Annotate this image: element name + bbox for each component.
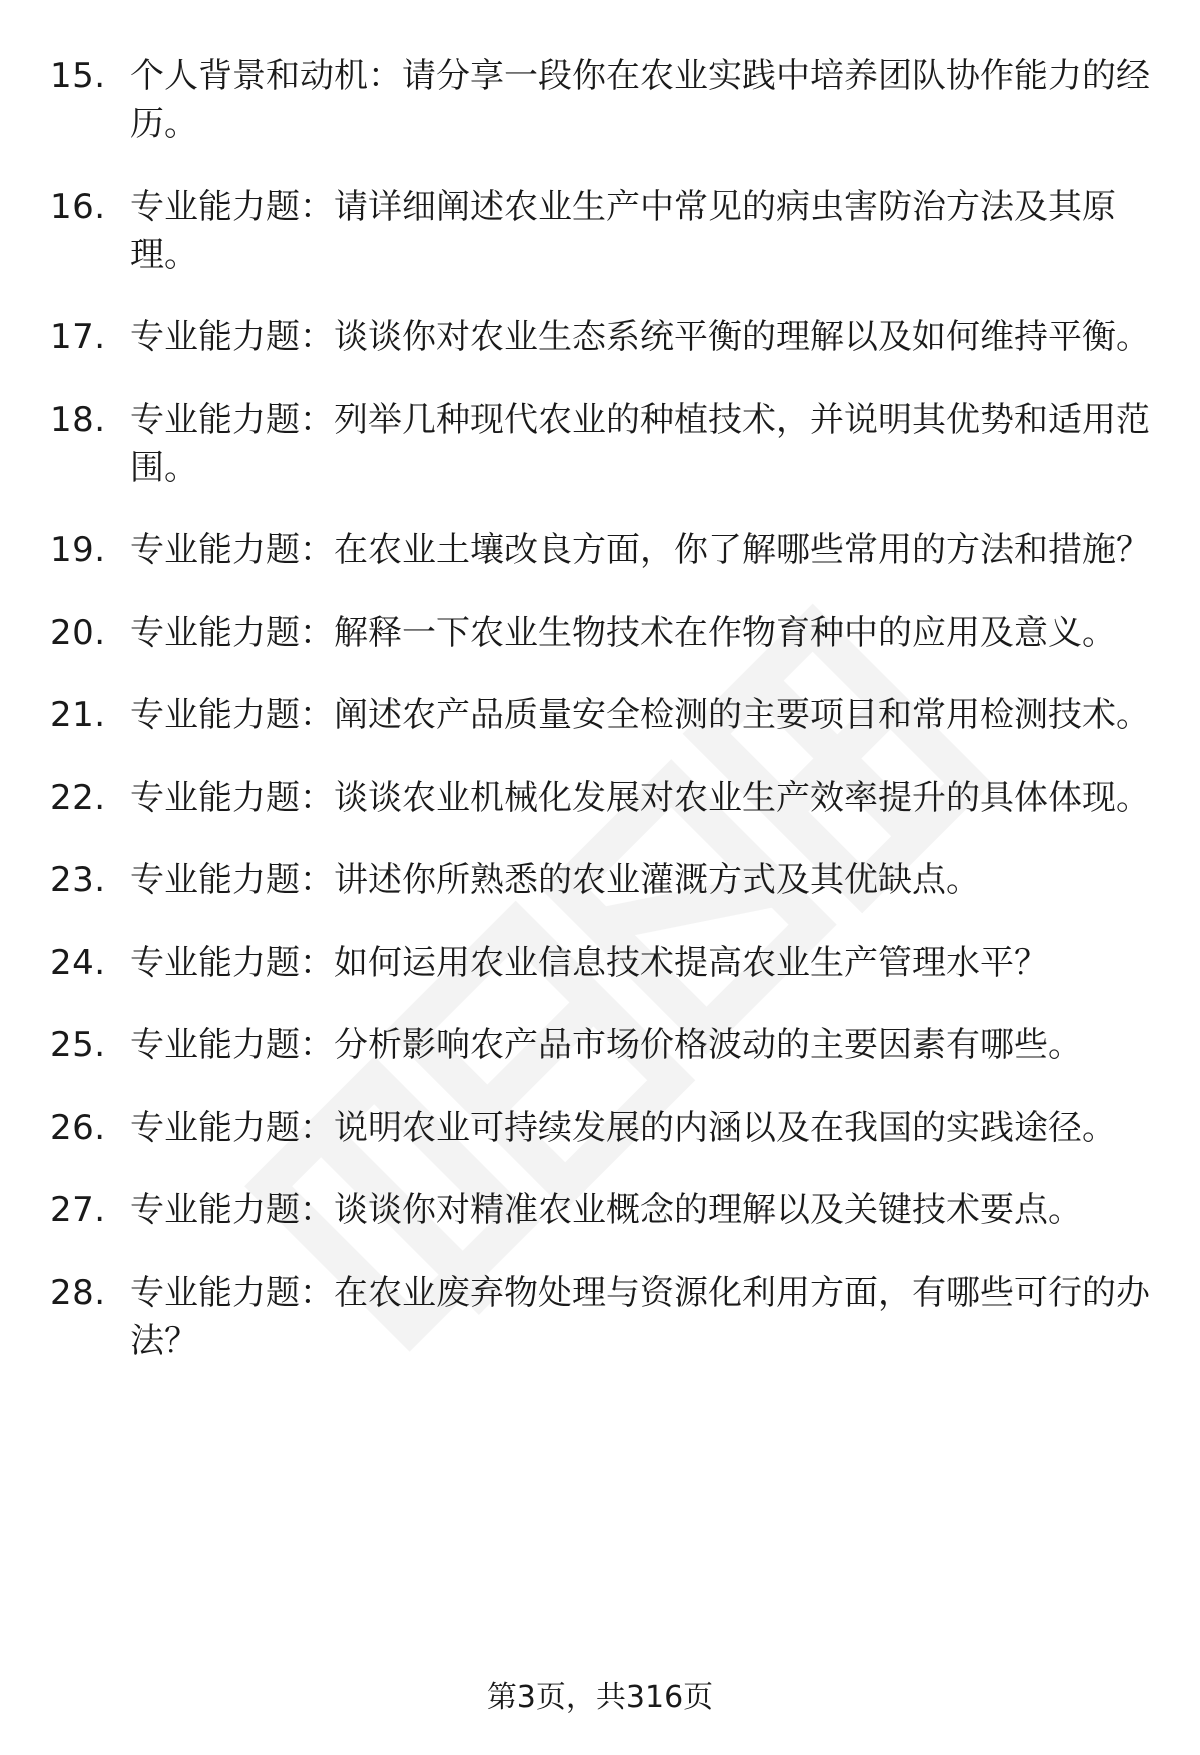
question-body: 讲述你所熟悉的农业灌溉方式及其优缺点。 — [334, 860, 980, 900]
question-category: 专业能力题： — [130, 1272, 334, 1313]
question-item — [50, 52, 1160, 148]
question-number: 24. — [50, 942, 106, 983]
question-body: 在农业废弃物处理与资源化利用方面，有哪些可行的办法？ — [130, 1272, 1150, 1361]
question-number: 23. — [50, 860, 106, 900]
question-number: 25. — [50, 1025, 106, 1065]
question-number: 27. — [50, 1190, 106, 1230]
question-body: 解释一下农业生物技术在作物育种中的应用及意义。 — [334, 612, 1116, 653]
question-item — [50, 396, 1160, 492]
question-text — [130, 691, 1160, 739]
question-body: 在农业土壤改良方面，你了解哪些常用的方法和措施？ — [334, 530, 1150, 570]
question-number: 21. — [50, 695, 106, 735]
question-number: 20. — [50, 612, 106, 653]
question-body: 说明农业可持续发展的内涵以及在我国的实践途径。 — [334, 1107, 1116, 1148]
question-number: 16. — [50, 186, 106, 227]
question-text — [130, 609, 1160, 657]
question-number: 17. — [50, 317, 106, 357]
question-number: 19. — [50, 530, 106, 570]
question-number: 18. — [50, 399, 106, 440]
question-category: 专业能力题： — [130, 695, 334, 735]
question-number: 15. — [50, 56, 106, 96]
question-item — [50, 691, 1160, 739]
page-footer: 第3页，共316页 — [486, 1680, 714, 1715]
question-body: 谈谈农业机械化发展对农业生产效率提升的具体体现。 — [334, 777, 1150, 818]
question-text — [130, 856, 1160, 904]
question-item — [50, 1186, 1160, 1234]
question-item — [50, 1104, 1160, 1152]
question-category: 专业能力题： — [130, 942, 334, 983]
question-category: 专业能力题： — [130, 860, 334, 900]
question-body: 请详细阐述农业生产中常见的病虫害防治方法及其原理。 — [130, 186, 1116, 275]
question-number: 26. — [50, 1107, 106, 1148]
question-body: 请分享一段你在农业实践中培养团队协作能力的经历。 — [130, 56, 1150, 144]
question-text — [130, 1104, 1160, 1152]
question-item — [50, 313, 1160, 361]
question-item — [50, 526, 1160, 574]
question-text — [130, 396, 1160, 492]
question-category: 专业能力题： — [130, 530, 334, 570]
question-number: 28. — [50, 1272, 106, 1313]
question-item — [50, 609, 1160, 657]
question-category: 个人背景和动机： — [130, 56, 402, 96]
question-category: 专业能力题： — [130, 1025, 334, 1065]
question-item — [50, 1021, 1160, 1069]
question-text — [130, 939, 1160, 987]
question-body: 阐述农产品质量安全检测的主要项目和常用检测技术。 — [334, 695, 1150, 735]
question-body: 如何运用农业信息技术提高农业生产管理水平？ — [334, 942, 1048, 983]
question-category: 专业能力题： — [130, 186, 334, 227]
question-list — [50, 52, 1160, 1399]
question-category: 专业能力题： — [130, 612, 334, 653]
question-text — [130, 526, 1160, 574]
question-number: 22. — [50, 777, 106, 818]
question-body: 列举几种现代农业的种植技术，并说明其优势和适用范围。 — [130, 399, 1150, 488]
question-item — [50, 774, 1160, 822]
question-category: 专业能力题： — [130, 777, 334, 818]
question-text — [130, 1269, 1160, 1365]
question-text — [130, 1021, 1160, 1069]
question-text — [130, 1186, 1160, 1234]
question-text — [130, 52, 1160, 148]
question-text — [130, 183, 1160, 279]
question-category: 专业能力题： — [130, 1190, 334, 1230]
question-body: 谈谈你对农业生态系统平衡的理解以及如何维持平衡。 — [334, 317, 1150, 357]
question-item — [50, 1269, 1160, 1365]
question-category: 专业能力题： — [130, 1107, 334, 1148]
question-item — [50, 183, 1160, 279]
question-category: 专业能力题： — [130, 317, 334, 357]
question-text — [130, 774, 1160, 822]
question-text — [130, 313, 1160, 361]
question-body: 谈谈你对精准农业概念的理解以及关键技术要点。 — [334, 1190, 1082, 1230]
question-category: 专业能力题： — [130, 399, 334, 440]
question-item — [50, 939, 1160, 987]
question-item — [50, 856, 1160, 904]
question-body: 分析影响农产品市场价格波动的主要因素有哪些。 — [334, 1025, 1082, 1065]
